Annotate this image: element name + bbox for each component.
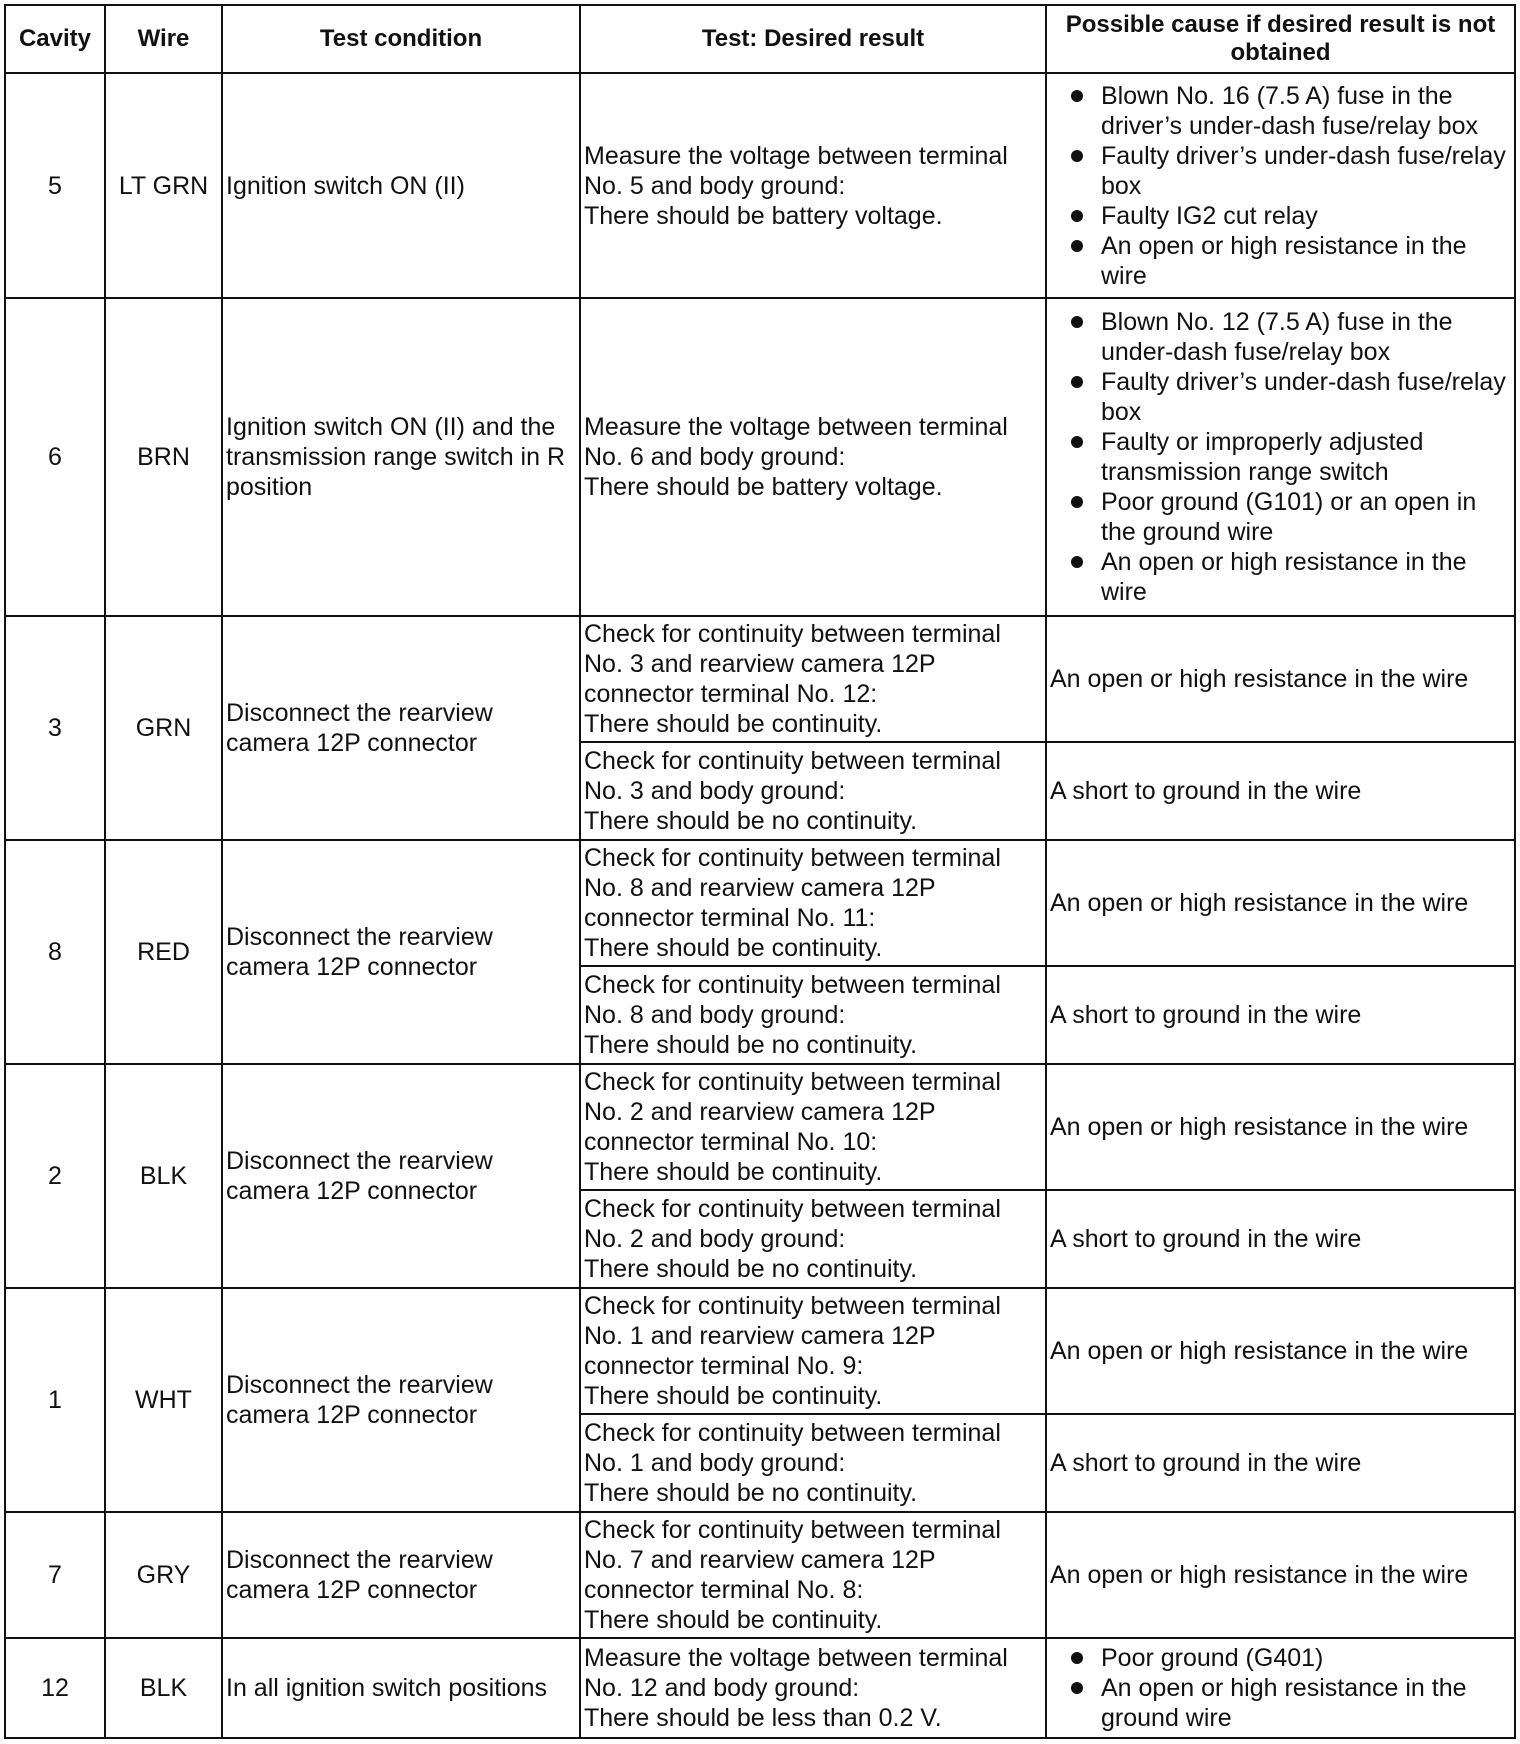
possible-cause-cell: A short to ground in the wire [1046,1190,1515,1288]
possible-cause-cell [1046,298,1515,616]
possible-cause-cell [1046,73,1515,298]
bullet-icon [1071,150,1083,162]
header-possible-cause: Possible cause if desired result is not obtained [1046,5,1515,73]
cause-list-item [1050,1673,1511,1733]
wire-color-cell: BLK [105,1064,222,1288]
bullet-icon [1071,210,1083,222]
test-condition-cell: In all ignition switch positions [222,1638,580,1738]
bullet-icon [1071,90,1083,102]
cause-text: An open or high resistance in the wire [1101,548,1467,606]
cavity-cell: 1 [5,1288,105,1512]
desired-result-cell: Check for continuity between terminal No. 2 and body ground: There should be no continuity. [580,1190,1046,1288]
table-row [5,616,1515,742]
possible-cause-cell: A short to ground in the wire [1046,1414,1515,1512]
bullet-icon [1071,1652,1083,1664]
cause-list-item [1050,547,1511,607]
table-row [5,73,1515,298]
test-condition-cell: Disconnect the rearview camera 12P connector [222,1064,580,1288]
cause-list-item [1050,1643,1511,1673]
bullet-icon [1071,556,1083,568]
header-desired-result: Test: Desired result [580,5,1046,73]
cavity-cell: 7 [5,1512,105,1638]
desired-result-cell: Measure the voltage between terminal No. 12 and body ground: There should be less than 0.2 V. [580,1638,1046,1738]
cause-list-item [1050,367,1511,427]
cause-text: Faulty or improperly adjusted transmission range switch [1101,428,1424,486]
wire-color-cell: BLK [105,1638,222,1738]
bullet-icon [1071,1682,1083,1694]
table-row [5,1288,1515,1414]
possible-cause-cell [1046,1638,1515,1738]
possible-cause-cell: A short to ground in the wire [1046,742,1515,840]
cavity-cell: 12 [5,1638,105,1738]
cavity-cell: 6 [5,298,105,616]
cause-list-item [1050,141,1511,201]
cause-text: An open or high resistance in the ground wire [1101,1674,1467,1732]
possible-cause-cell: A short to ground in the wire [1046,966,1515,1064]
wire-color-cell: LT GRN [105,73,222,298]
wiring-test-table [4,4,1516,1739]
cavity-cell: 3 [5,616,105,840]
bullet-icon [1071,316,1083,328]
test-condition-cell: Disconnect the rearview camera 12P connector [222,616,580,840]
possible-cause-cell: An open or high resistance in the wire [1046,616,1515,742]
cause-list-item [1050,427,1511,487]
cause-text: An open or high resistance in the wire [1101,231,1467,290]
cause-list-item [1050,231,1511,291]
desired-result-cell: Check for continuity between terminal No. 8 and body ground: There should be no continuity. [580,966,1046,1064]
desired-result-cell: Check for continuity between terminal No. 3 and rearview camera 12P connector terminal No. 12: There should be continuity. [580,616,1046,742]
cause-list [1050,81,1511,291]
table-row [5,298,1515,616]
desired-result-cell: Measure the voltage between terminal No. 5 and body ground: There should be battery voltage. [580,73,1046,298]
cause-text: Faulty driver’s under-dash fuse/relay box [1101,141,1506,200]
bullet-icon [1071,376,1083,388]
cause-text: Poor ground (G401) [1101,1644,1324,1672]
cause-text: Faulty driver’s under-dash fuse/relay box [1101,368,1506,426]
cause-list [1050,1643,1511,1733]
desired-result-cell: Check for continuity between terminal No. 7 and rearview camera 12P connector terminal No. 8: There should be continuity. [580,1512,1046,1638]
possible-cause-cell: An open or high resistance in the wire [1046,1288,1515,1414]
cause-text: Blown No. 16 (7.5 A) fuse in the driver’s under-dash fuse/relay box [1101,81,1479,140]
test-condition-cell: Disconnect the rearview camera 12P connector [222,1512,580,1638]
desired-result-cell: Check for continuity between terminal No. 1 and body ground: There should be no continuity. [580,1414,1046,1512]
desired-result-cell: Check for continuity between terminal No. 1 and rearview camera 12P connector terminal No. 9: There should be continuity. [580,1288,1046,1414]
table-row [5,1064,1515,1190]
cavity-cell: 8 [5,840,105,1064]
test-condition-cell: Ignition switch ON (II) [222,73,580,298]
cause-list [1050,307,1511,607]
header-row [5,5,1515,73]
wire-color-cell: GRY [105,1512,222,1638]
test-condition-cell: Disconnect the rearview camera 12P connector [222,1288,580,1512]
bullet-icon [1071,436,1083,448]
table-row [5,840,1515,966]
cause-list-item [1050,201,1511,231]
header-cavity: Cavity [5,5,105,73]
possible-cause-cell: An open or high resistance in the wire [1046,1512,1515,1638]
cavity-cell: 5 [5,73,105,298]
desired-result-cell: Check for continuity between terminal No. 3 and body ground: There should be no continuity. [580,742,1046,840]
wire-color-cell: BRN [105,298,222,616]
table-row [5,1512,1515,1638]
cause-list-item [1050,307,1511,367]
header-test-condition: Test condition [222,5,580,73]
possible-cause-cell: An open or high resistance in the wire [1046,1064,1515,1190]
wire-color-cell: RED [105,840,222,1064]
bullet-icon [1071,496,1083,508]
cause-text: Faulty IG2 cut relay [1101,201,1318,230]
possible-cause-cell: An open or high resistance in the wire [1046,840,1515,966]
desired-result-cell: Check for continuity between terminal No. 8 and rearview camera 12P connector terminal No. 11: There should be continuity. [580,840,1046,966]
test-condition-cell: Ignition switch ON (II) and the transmission range switch in R position [222,298,580,616]
desired-result-cell: Measure the voltage between terminal No. 6 and body ground: There should be battery voltage. [580,298,1046,616]
test-condition-cell: Disconnect the rearview camera 12P connector [222,840,580,1064]
table-row [5,1638,1515,1738]
wire-color-cell: WHT [105,1288,222,1512]
wire-color-cell: GRN [105,616,222,840]
cause-text: Blown No. 12 (7.5 A) fuse in the under-dash fuse/relay box [1101,308,1453,366]
cause-list-item [1050,81,1511,141]
cavity-cell: 2 [5,1064,105,1288]
cause-text: Poor ground (G101) or an open in the ground wire [1101,488,1477,546]
table-body [5,73,1515,1738]
header-wire: Wire [105,5,222,73]
bullet-icon [1071,240,1083,252]
cause-list-item [1050,487,1511,547]
desired-result-cell: Check for continuity between terminal No. 2 and rearview camera 12P connector terminal No. 10: There should be continuity. [580,1064,1046,1190]
